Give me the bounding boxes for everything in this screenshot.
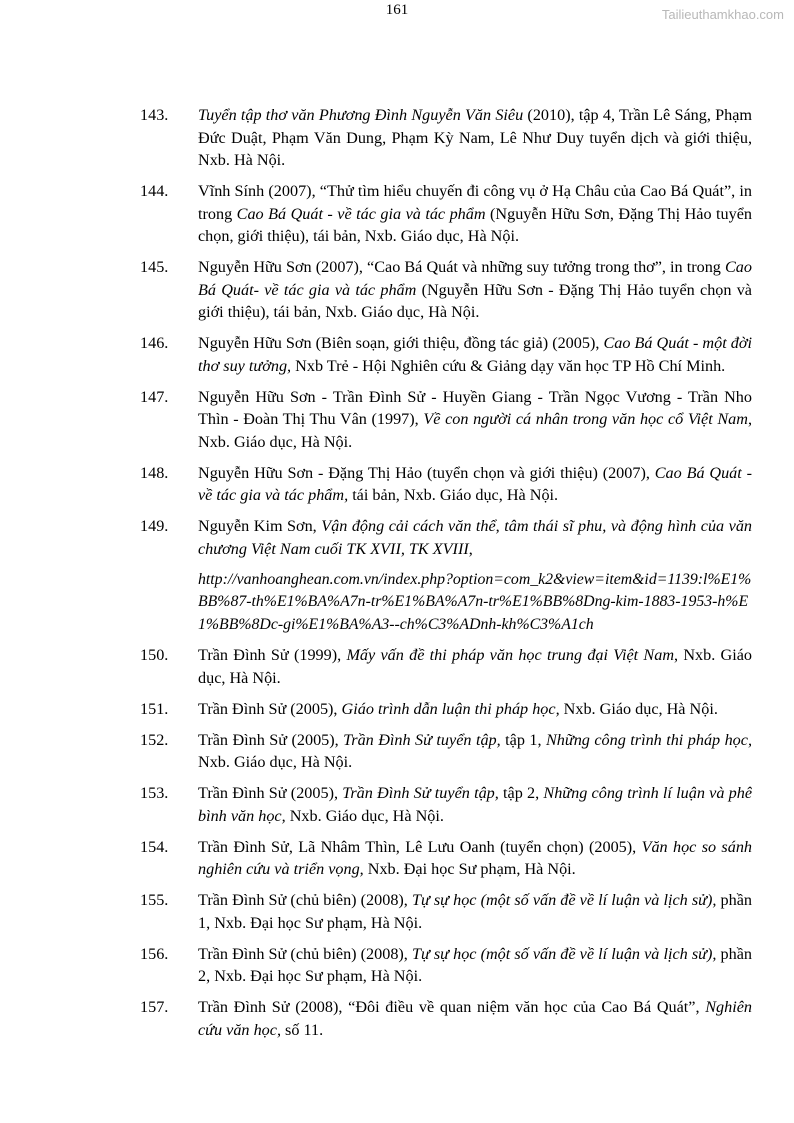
reference-text (198, 332, 752, 377)
reference-item (140, 644, 752, 689)
reference-number: 148. (140, 463, 169, 482)
reference-text-segment: Nguyễn Hữu Sơn (Biên soạn, giới thiệu, đồng tác giả) (2005), (198, 334, 604, 352)
reference-text-segment: , Nxb. Giáo dục, Hà Nội. (198, 646, 752, 687)
reference-text (198, 729, 752, 774)
reference-text-segment: Trần Đình Sử (2005), (198, 730, 344, 749)
reference-number: 149. (140, 517, 169, 535)
reference-text (198, 943, 752, 988)
reference-text-segment: Nxb. Giáo dục, Hà Nội. (285, 806, 444, 825)
reference-text-segment: Trần Đình Sử (2005), (198, 784, 343, 802)
reference-text (198, 386, 752, 454)
reference-title-segment: Tự sự học (một số vấn đề về lí luận và lịch sử), (411, 891, 717, 909)
reference-title-segment: Tự sự học (một số vấn đề về lí luận và lịch sử), (411, 944, 717, 963)
reference-text-segment: Nguyễn Hữu Sơn (2007), “Cao Bá Quát và những suy tưởng trong thơ”, in trong (198, 258, 725, 276)
reference-item (140, 943, 752, 988)
reference-text-segment: tập 2, (498, 784, 544, 802)
reference-text-segment: Trần Đình Sử (2005), (198, 699, 342, 718)
reference-text (198, 889, 752, 934)
reference-text (198, 782, 752, 827)
reference-title-segment: Những công trình lí luận và phê bình văn học, (198, 784, 753, 825)
reference-text-segment: (2010), tập 4, Trần Lê Sáng, Phạm Đức Duật, Phạm Văn Dung, Phạm Kỳ Nam, Lê Như Duy tuyển dịch và giới thiệu, Nxb. Hà Nội. (198, 106, 752, 169)
reference-text-segment: , Nxb. Giáo dục, Hà Nội. (198, 410, 753, 451)
reference-title-segment: Văn học so sánh nghiên cứu và triển vọng, (198, 837, 753, 878)
reference-text (198, 644, 752, 689)
reference-text-segment: số 11. (281, 1020, 324, 1039)
reference-text (198, 996, 752, 1041)
reference-text-segment: Trần Đình Sử (1999), (198, 646, 347, 664)
reference-title-segment: Những công trình thi pháp học, (545, 730, 753, 749)
reference-number: 150. (140, 646, 169, 664)
reference-title-segment: Cao Bá Quát - về tác gia và tác phẩm (236, 204, 486, 223)
reference-number: 143. (140, 106, 169, 124)
reference-text-segment: (Nguyễn Hữu Sơn - Đặng Thị Hảo tuyển chọn và giới thiệu), tái bản, Nxb. Giáo dục, Hà Nội. (198, 280, 752, 321)
reference-text-segment: Trần Đình Sử (chủ biên) (2008), (198, 944, 412, 963)
reference-text (198, 256, 752, 324)
reference-text-segment: phần 1, Nxb. Đại học Sư phạm, Hà Nội. (198, 891, 753, 932)
reference-title-segment: Về con người cá nhân trong văn học cổ Việt Nam (423, 410, 748, 428)
reference-number: 153. (140, 784, 169, 802)
reference-number: 147. (140, 387, 169, 406)
reference-item (140, 782, 752, 827)
reference-list (140, 104, 752, 1050)
reference-text (198, 836, 752, 881)
reference-title-segment: Trần Đình Sử tuyển tập, (343, 730, 501, 749)
reference-item (140, 180, 752, 248)
reference-title-segment: Vận động cải cách văn thể, tâm thái sĩ phu, và động hình của văn chương Việt Nam cuối TK XVII, TK XVIII (198, 517, 753, 558)
reference-title-segment: Tuyển tập thơ văn Phương Đình Nguyễn Văn Siêu (198, 106, 524, 124)
reference-text-segment: Trần Đình Sử (chủ biên) (2008), (198, 891, 412, 909)
reference-item (140, 996, 752, 1041)
reference-number: 151. (140, 699, 169, 718)
reference-number: 157. (140, 998, 169, 1016)
reference-title-segment: Mấy vấn đề thi pháp văn học trung đại Việt Nam (346, 646, 675, 664)
reference-text-segment: Nxb. Giáo dục, Hà Nội. (559, 699, 718, 718)
reference-text-segment: tập 1, (500, 730, 546, 749)
reference-text-segment: Nxb. Đại học Sư phạm, Hà Nội. (363, 860, 576, 878)
reference-item (140, 698, 752, 721)
reference-title-segment: Giáo trình dẫn luận thi pháp học, (341, 699, 560, 718)
watermark-text: Tailieuthamkhao.com (661, 7, 784, 22)
reference-number: 144. (140, 182, 169, 200)
reference-text (198, 515, 752, 560)
reference-item (140, 462, 752, 507)
reference-item (140, 104, 752, 172)
reference-title-segment: Cao Bá Quát - một đời thơ suy tưởng, (198, 334, 753, 375)
reference-title-segment: Cao Bá Quát- về tác gia và tác phẩm (198, 258, 752, 299)
reference-text (198, 698, 752, 721)
reference-text-segment: Vĩnh Sính (2007), “Thử tìm hiểu chuyến đi công vụ ở Hạ Châu của Cao Bá Quát”, in trong (198, 182, 752, 223)
reference-item (140, 889, 752, 934)
reference-text-segment: Nxb. Giáo dục, Hà Nội. (198, 753, 353, 771)
reference-number: 145. (140, 258, 169, 276)
reference-item (140, 386, 752, 454)
reference-text-segment: tái bản, Nxb. Giáo dục, Hà Nội. (348, 486, 559, 504)
reference-text-segment: Nguyễn Hữu Sơn - Trần Đình Sử - Huyền Giang - Trần Ngọc Vương - Trần Nho Thìn - Đoàn Thị Thu Vân (1997), (198, 387, 752, 428)
reference-text-segment: phần 2, Nxb. Đại học Sư phạm, Hà Nội. (198, 944, 753, 985)
reference-title-segment: Nghiên cứu văn học, (198, 998, 752, 1039)
reference-text-segment: Nxb Trẻ - Hội Nghiên cứu & Giảng dạy văn học TP Hồ Chí Minh. (291, 356, 726, 375)
reference-text-segment: Trần Đình Sử, Lã Nhâm Thìn, Lê Lưu Oanh (tuyển chọn) (2005), (198, 837, 642, 856)
reference-number: 146. (140, 334, 169, 352)
reference-text (198, 462, 752, 507)
reference-item (140, 836, 752, 881)
reference-number: 156. (140, 944, 169, 963)
reference-text (198, 180, 752, 248)
reference-text-segment: , (468, 539, 473, 558)
reference-item (140, 256, 752, 324)
reference-title-segment: Trần Đình Sử tuyển tập, (342, 784, 499, 802)
reference-text-segment: Trần Đình Sử (2008), “Đôi điều về quan niệm văn học của Cao Bá Quát”, (198, 998, 706, 1016)
reference-url-link[interactable]: http://vanhoanghean.com.vn/index.php?option=com_k2&view=item&id=1139:l%E1%BB%87-th%E1%BA%A7n-tr%E1%BA%A7n-tr%E1%BB%8Dng-kim-1883-1953-h%E1%BB%8Dc-gi%E1%BA%A3--ch%C3%ADnh-kh%C3%A1ch (198, 570, 752, 633)
reference-text-segment: (Nguyễn Hữu Sơn, Đặng Thị Hảo tuyển chọn, giới thiệu), tái bản, Nxb. Giáo dục, Hà Nội. (198, 204, 752, 245)
reference-text-segment: Nguyễn Kim Sơn, (198, 517, 322, 535)
reference-text-segment: Nguyễn Hữu Sơn - Đặng Thị Hảo (tuyển chọn và giới thiệu) (2007), (198, 463, 655, 482)
reference-number: 155. (140, 891, 169, 909)
reference-number: 152. (140, 730, 169, 749)
reference-title-segment: Cao Bá Quát - về tác gia và tác phẩm, (198, 463, 753, 504)
reference-item (140, 515, 752, 560)
reference-text (198, 104, 752, 172)
page-number: 161 (385, 2, 409, 18)
reference-number: 154. (140, 837, 169, 856)
reference-item (140, 332, 752, 377)
reference-item (140, 729, 752, 774)
